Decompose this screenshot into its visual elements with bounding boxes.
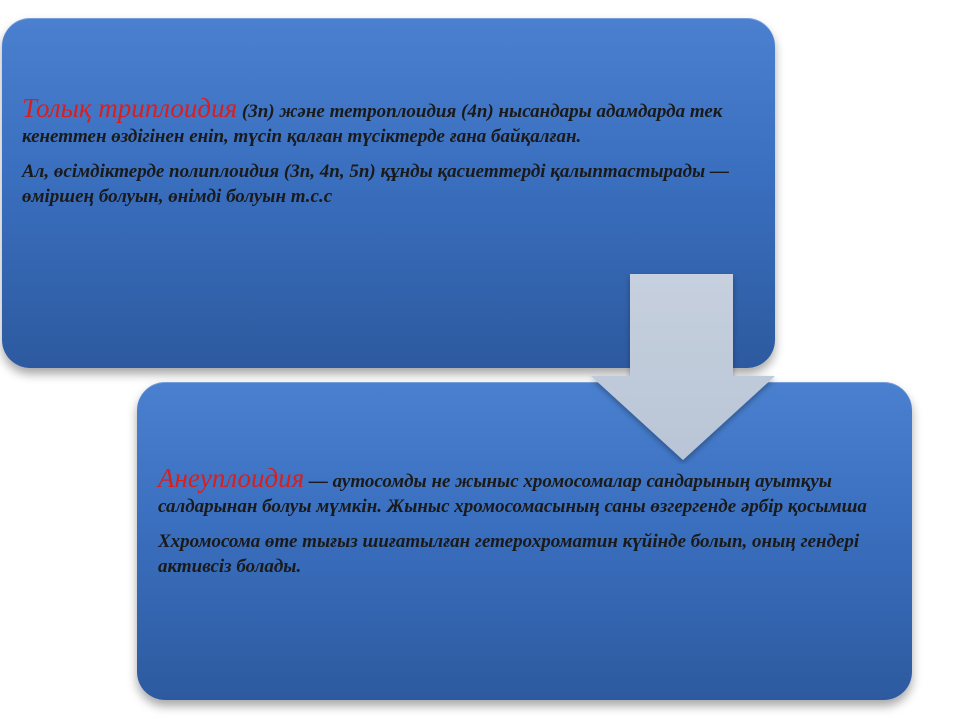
bottom-highlight-term: Анеуплоидия bbox=[158, 463, 305, 493]
bottom-process-box bbox=[137, 382, 912, 700]
top-paragraph-2: Ал, өсімдіктерде полиплоидия (3n, 4n, 5n) құнды қасиеттерді қалыптастырады — өміршең болуын, өнімді болуын т.с.с bbox=[22, 161, 729, 207]
down-arrow-icon bbox=[588, 272, 778, 464]
top-highlight-term: Толық триплоидия bbox=[22, 93, 238, 123]
arrow-shape bbox=[591, 274, 775, 460]
bottom-paragraph-1-text: — аутосомды не жыныс хромосомалар сандарының ауытқуы салдарынан болуы мүмкін. Жыныс хромосомасының саны өзгергенде әрбір қосымша bbox=[158, 471, 867, 517]
bottom-paragraph-2: Ххромосома өте тығыз шиғатылған гетерохроматин күйінде болып, оның гендері активсіз болады. bbox=[158, 531, 860, 577]
top-paragraph-1 bbox=[22, 93, 735, 149]
top-paragraph-1-text: (3n) және тетроплоидия (4n) нысандары адамдарда тек кенеттен өздігінен еніп, түсіп қалған түсіктерде ғана байқалған. bbox=[22, 101, 723, 147]
bottom-paragraph-1 bbox=[158, 463, 872, 519]
